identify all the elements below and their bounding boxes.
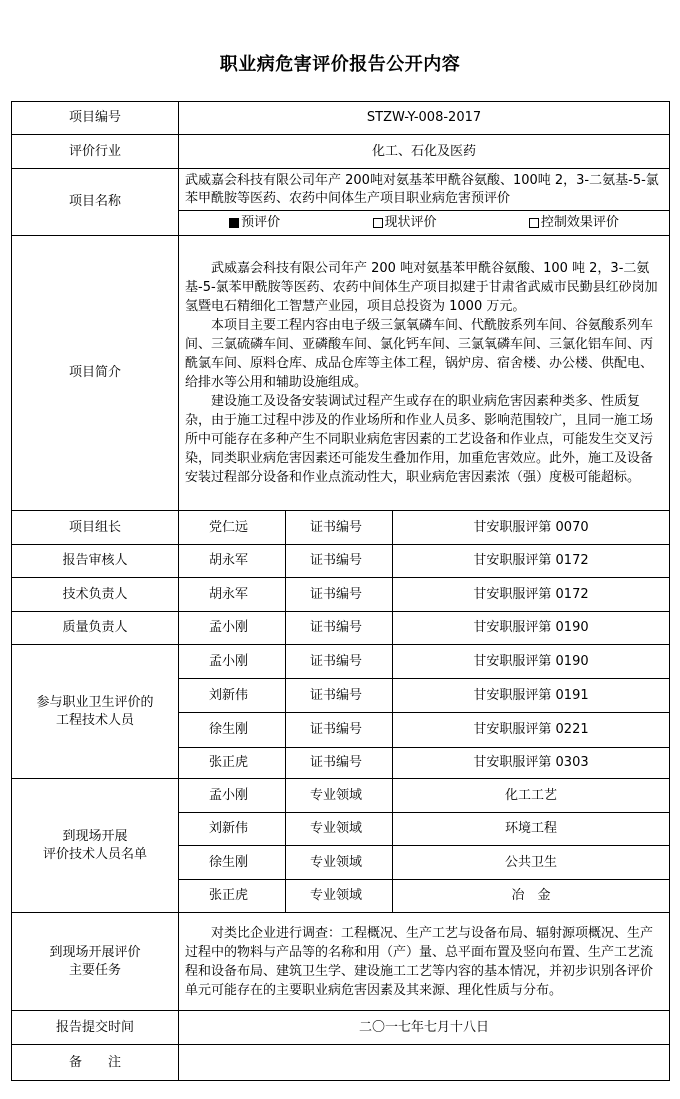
field-value: 化工工艺 [393, 779, 670, 813]
intro-row [12, 236, 670, 511]
cert-label: 证书编号 [286, 679, 393, 713]
cert-number: 甘安职服评第 0190 [393, 612, 670, 645]
role-row [12, 511, 670, 545]
role-row [12, 578, 670, 612]
cert-label: 证书编号 [286, 578, 393, 612]
field-label: 专业领域 [286, 779, 393, 813]
cert-label: 证书编号 [286, 612, 393, 645]
cert-label: 证书编号 [286, 545, 393, 578]
role-person-name: 胡永军 [179, 545, 286, 578]
project-name-row [12, 169, 670, 211]
onsite-tasks-text: 对类比企业进行调查：工程概况、生产工艺与设备布局、辐射源项概况、生产过程中的物料与产品等的名称和用（产）量、总平面布置及竖向布置、生产工艺流程和设备布局、建筑卫生学、建设施工工艺等内容的基本情况，并初步识别各评价单元可能存在的主要职业病危害因素及其来源、理化性质与分布。 [185, 925, 654, 998]
engineer-name: 刘新伟 [179, 679, 286, 713]
intro-paragraph: 本项目主要工程内容由电子级三氯氧磷车间、代酰胺系列车间、谷氨酸系列车间、三氯硫磷车间、亚磷酸车间、氯化钙车间、三氯氧磷车间、三氯化铝车间、丙酰氯车间、原料仓库、成品仓库等主体工程，锅炉房、宿舍楼、办公楼、供配电、给排水等公用和辅助设施组成。 [185, 318, 654, 390]
onsite-tasks-content [179, 913, 670, 1011]
cert-label: 证书编号 [286, 748, 393, 779]
field-label: 专业领域 [286, 846, 393, 880]
cert-number: 甘安职服评第 0190 [393, 645, 670, 679]
engineer-name: 徐生刚 [179, 713, 286, 748]
cert-label: 证书编号 [286, 645, 393, 679]
field-label: 专业领域 [286, 813, 393, 846]
onsite-staff-label-line2: 评价技术人员名单 [42, 846, 147, 862]
field-value: 公共卫生 [393, 846, 670, 880]
project-no-label: 项目编号 [12, 102, 179, 135]
project-name-label: 项目名称 [12, 169, 179, 236]
disclosure-table [11, 101, 670, 1081]
empty-box-icon [529, 218, 539, 228]
field-label: 专业领域 [286, 880, 393, 913]
engineer-name: 张正虎 [179, 748, 286, 779]
project-no-value: STZW-Y-008-2017 [179, 102, 670, 135]
cert-number: 甘安职服评第 0191 [393, 679, 670, 713]
role-label: 质量负责人 [12, 612, 179, 645]
option-status-evaluation[interactable] [373, 214, 437, 232]
page-title: 职业病危害评价报告公开内容 [219, 54, 461, 75]
cert-label: 证书编号 [286, 713, 393, 748]
engineer-row [12, 645, 670, 679]
role-label: 报告审核人 [12, 545, 179, 578]
intro-paragraph: 建设施工及设备安装调试过程产生或存在的职业病危害因素种类多、性质复杂，由于施工过程中涉及的作业场所和作业人员多、影响范围较广，且同一施工场所中可能存在多种产生不同职业病危害因素的工艺设备和作业点，可能发生交叉污染，同类职业病危害因素还可能发生叠加作用，加重危害效应。此外，施工及设备安装过程部分设备和作业点流动性大，职业病危害因素浓（强）度极可能超标。 [185, 394, 654, 485]
project-name-value: 武威嘉会科技有限公司年产 200吨对氨基苯甲酰谷氨酸、100吨 2，3-二氨基-5-氯苯甲酰胺等医药、农药中间体生产项目职业病危害预评价 [179, 169, 670, 211]
intro-label: 项目简介 [12, 236, 179, 511]
intro-paragraph: 武威嘉会科技有限公司年产 200 吨对氨基苯甲酰谷氨酸、100 吨 2，3-二氨基-5-氯苯甲酰胺等医药、农药中间体生产项目拟建于甘肃省武威市民勤县红砂岗加氢暨电石精细化工智慧产业园，项目总投资为 1000 万元。 [185, 261, 658, 314]
submit-time-value: 二〇一七年七月十八日 [179, 1011, 670, 1045]
submit-time-row [12, 1011, 670, 1045]
evaluation-type-options [179, 211, 670, 236]
staff-name: 孟小刚 [179, 779, 286, 813]
cert-number: 甘安职服评第 0172 [393, 545, 670, 578]
onsite-tasks-label [12, 913, 179, 1011]
checked-box-icon [229, 218, 239, 228]
option-label: 控制效果评价 [540, 215, 619, 230]
option-label: 预评价 [241, 215, 281, 230]
option-control-effect-evaluation[interactable] [529, 214, 619, 232]
intro-content [179, 236, 670, 511]
role-row [12, 545, 670, 578]
role-label: 技术负责人 [12, 578, 179, 612]
field-value: 冶 金 [393, 880, 670, 913]
submit-time-label: 报告提交时间 [12, 1011, 179, 1045]
industry-label: 评价行业 [12, 135, 179, 169]
remarks-value [179, 1045, 670, 1081]
cert-number: 甘安职服评第 0221 [393, 713, 670, 748]
role-person-name: 胡永军 [179, 578, 286, 612]
onsite-staff-label [12, 779, 179, 913]
role-person-name: 孟小刚 [179, 612, 286, 645]
cert-number: 甘安职服评第 0172 [393, 578, 670, 612]
role-person-name: 党仁远 [179, 511, 286, 545]
industry-value: 化工、石化及医药 [179, 135, 670, 169]
onsite-tasks-label-line1: 到现场开展评价 [49, 944, 141, 960]
engineers-label [12, 645, 179, 779]
staff-name: 刘新伟 [179, 813, 286, 846]
project-no-row [12, 102, 670, 135]
role-row [12, 612, 670, 645]
option-label: 现状评价 [384, 215, 437, 230]
remarks-row [12, 1045, 670, 1081]
option-pre-evaluation[interactable] [229, 214, 280, 232]
cert-number: 甘安职服评第 0303 [393, 748, 670, 779]
onsite-staff-row [12, 779, 670, 813]
onsite-tasks-label-line2: 主要任务 [68, 962, 121, 978]
cert-label: 证书编号 [286, 511, 393, 545]
industry-row [12, 135, 670, 169]
remarks-label: 备 注 [12, 1045, 179, 1081]
staff-name: 徐生刚 [179, 846, 286, 880]
engineers-label-line1: 参与职业卫生评价的 [36, 694, 154, 710]
field-value: 环境工程 [393, 813, 670, 846]
empty-box-icon [373, 218, 383, 228]
onsite-staff-label-line1: 到现场开展 [62, 828, 128, 844]
engineer-name: 孟小刚 [179, 645, 286, 679]
role-label: 项目组长 [12, 511, 179, 545]
cert-number: 甘安职服评第 0070 [393, 511, 670, 545]
staff-name: 张正虎 [179, 880, 286, 913]
onsite-tasks-row [12, 913, 670, 1011]
engineers-label-line2: 工程技术人员 [55, 712, 134, 728]
